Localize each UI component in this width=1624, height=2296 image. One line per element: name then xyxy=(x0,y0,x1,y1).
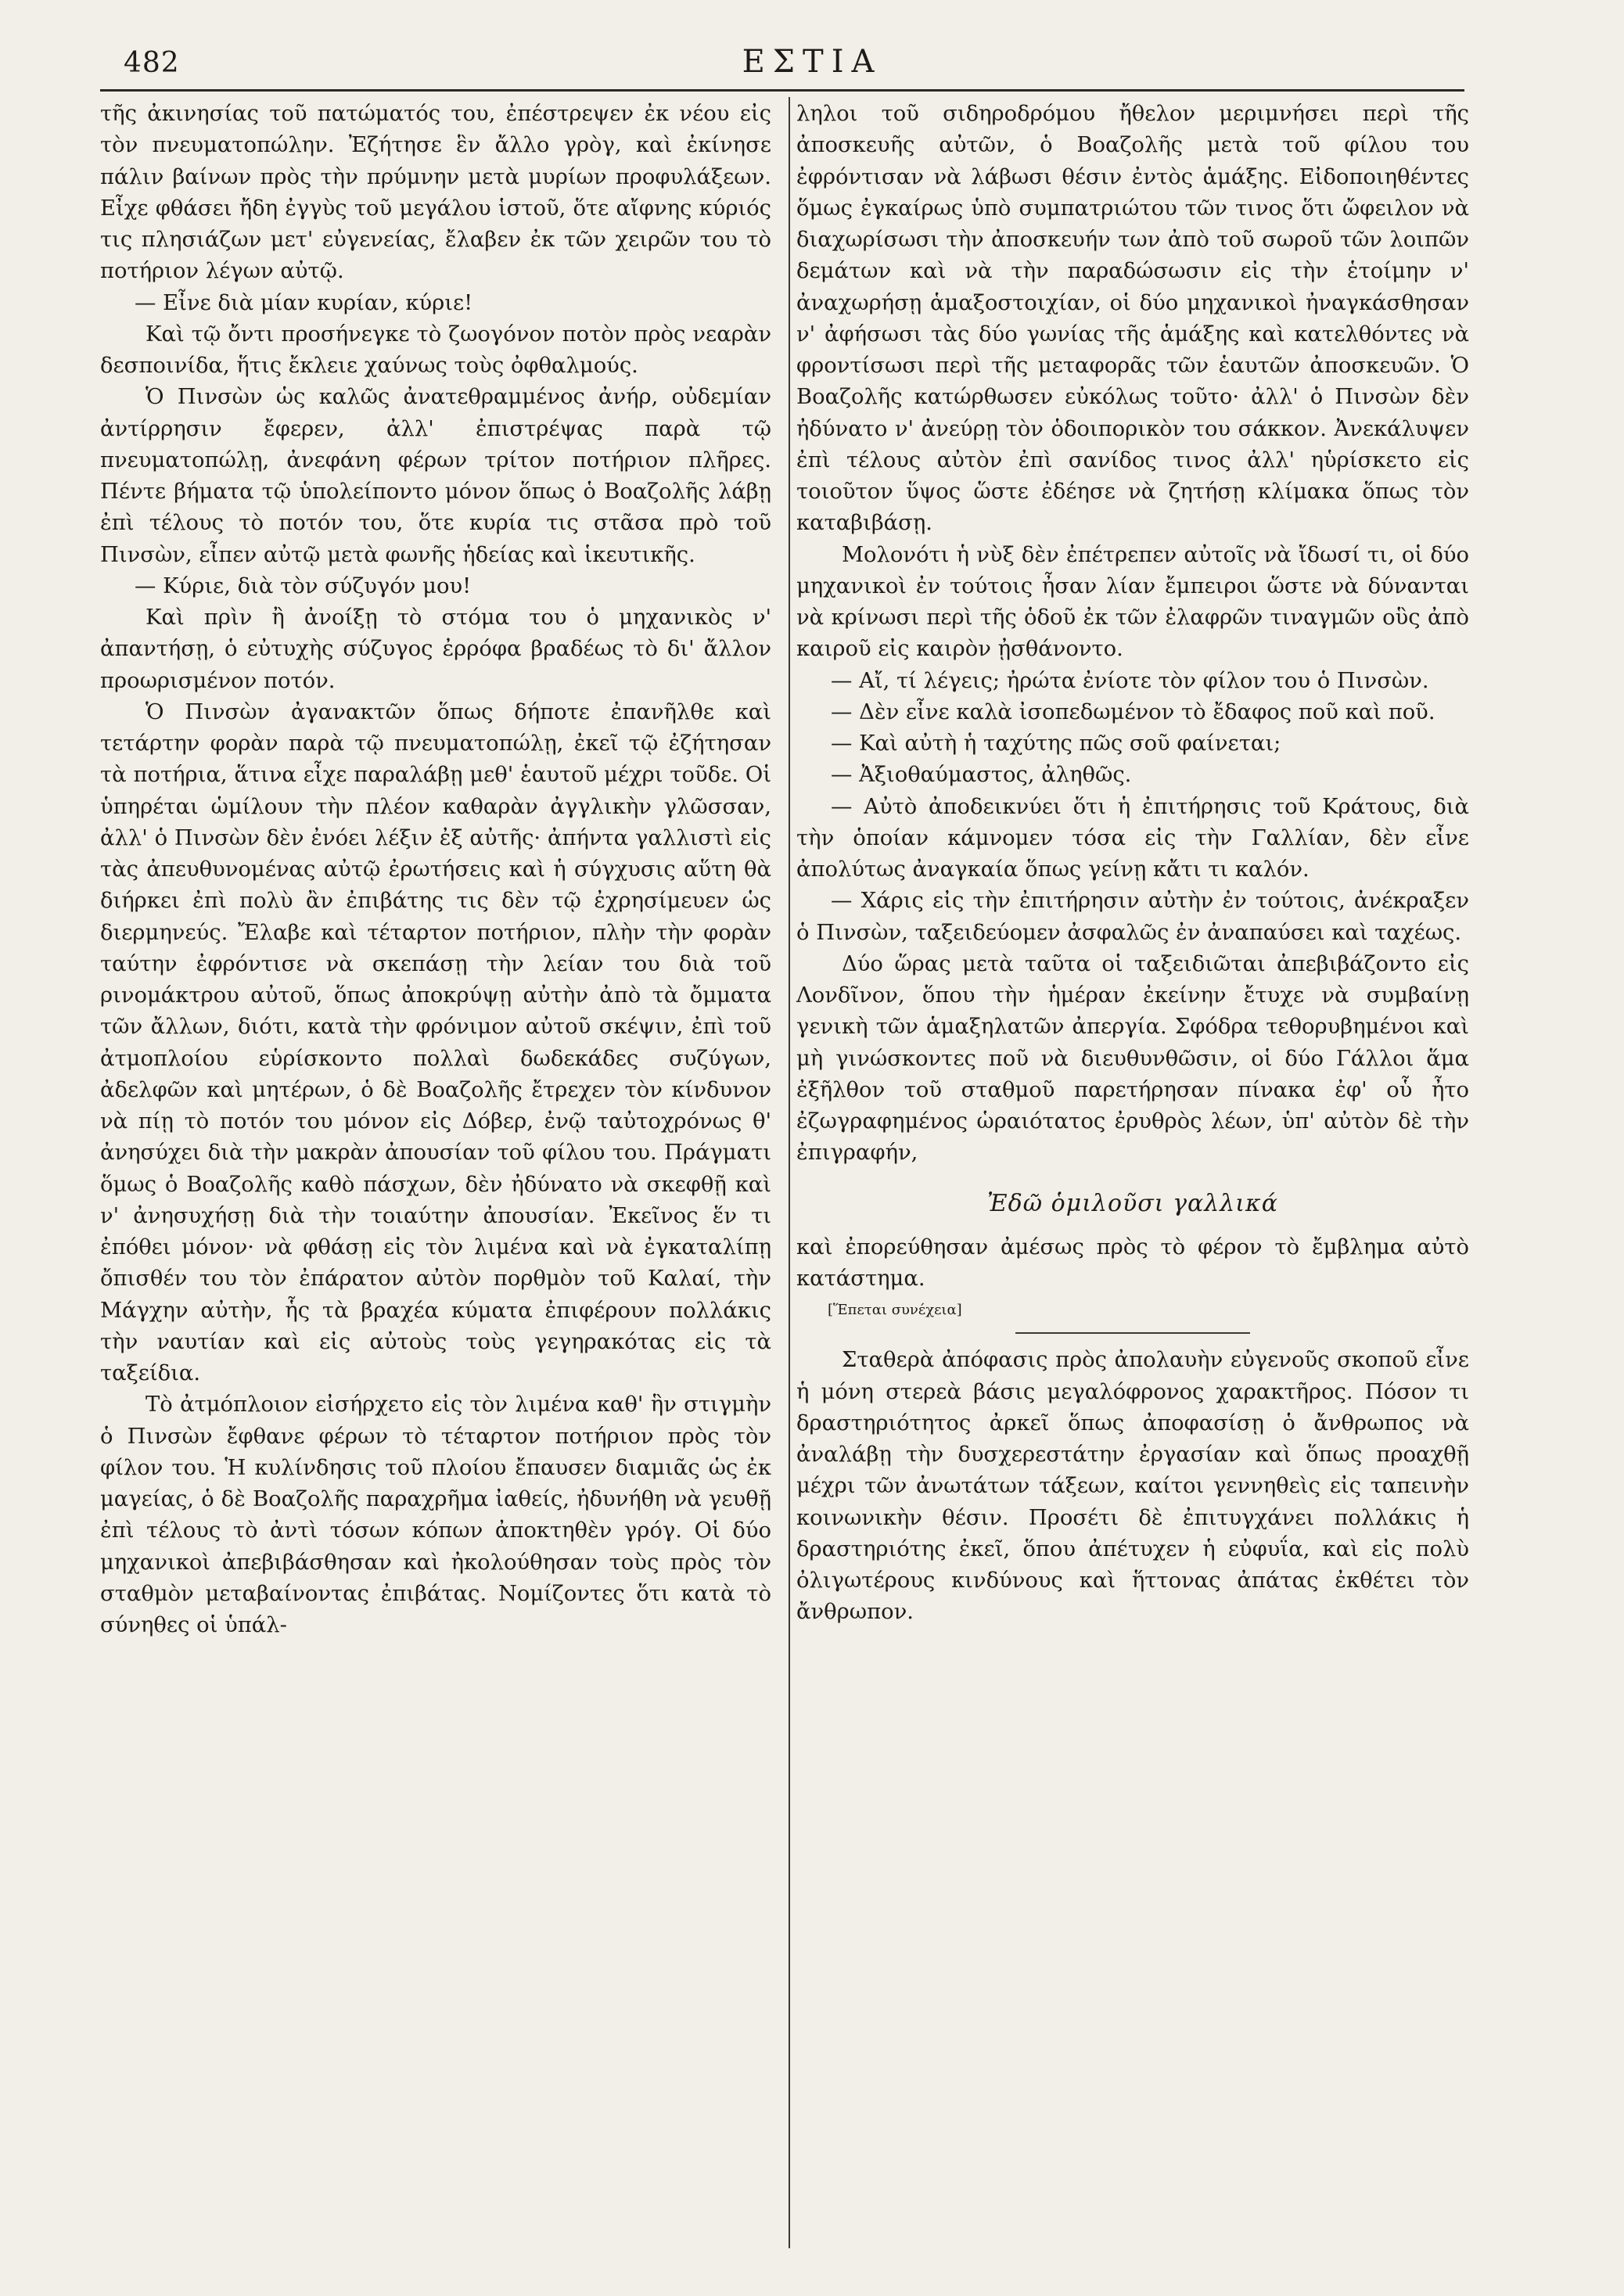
paragraph: ληλοι τοῦ σιδηροδρόμου ἤθελον μεριμνήσει περὶ τῆς ἀποσκευῆς αὐτῶν, ὁ Βοαζολῆς μετὰ τοῦ φίλου του ἐφρόντισαν νὰ λάβωσι θέσιν ἐντὸς ἁμάξης. Εἰδοποιηθέντες ὅμως ἐγκαίρως ὑπὸ συμπατριώτου τῶν τινος ὅτι ὤφειλον νὰ διαχωρίσωσι τὴν ἀποσκευήν των ἀπὸ τοῦ σωροῦ τῶν λοιπῶν δεμάτων καὶ νὰ τὴν παραδώσωσιν εἰς τὴν ἑτοίμην ν' ἀναχωρήσῃ ἁμαξοστοιχίαν, οἱ δύο μηχανικοὶ ἠναγκάσθησαν ν' ἀφήσωσι τὰς δύο γωνίας τῆς ἁμάξης καὶ κατελθόντες νὰ φροντίσωσι περὶ τῆς μεταφορᾶς τῶν ἑαυτῶν ἀποσκευῶν. Ὁ Βοαζολῆς κατώρθωσεν εὐκόλως τοῦτο· ἀλλ' ὁ Πινσὼν δὲν ἠδύνατο ν' ἀνεύρῃ τὸν ὁδοιπορικὸν του σάκκον. Ἀνεκάλυψεν ἐπὶ τέλους αὐτὸν ἐπὶ σανίδος τινος ἀλλ' ηὑρίσκετο εἰς τοιοῦτον ὕψος ὥστε ἐδέησε νὰ ζητήσῃ κλίμακα ὅπως τὸν καταβιβάσῃ. xyxy=(796,102,1469,536)
dialogue-line: — Αὐτὸ ἀποδεικνύει ὅτι ἡ ἐπιτήρησις τοῦ Κράτους, διὰ τὴν ὁποίαν κάμνομεν τόσα εἰς τὴν Γαλλίαν, δὲν εἶνε ἀπολύτως ἀναγκαία ὅπως γείνῃ κἄτι τι καλόν. xyxy=(796,794,1469,882)
continuation-note: [Ἕπεται συνέχεια] xyxy=(828,1302,962,1319)
paragraph: Ὁ Πινσὼν ἀγανακτῶν ὅπως δήποτε ἐπανῆλθε καὶ τετάρτην φορὰν παρὰ τῷ πνευματοπώλῃ, ἐκεῖ τῷ ἐζήτησαν τὰ ποτήρια, ἅτινα εἶχε παραλάβῃ μεθ' ἑαυτοῦ μέχρι τοῦδε. Οἱ ὑπηρέται ὡμίλουν τὴν πλέον καθαρὰν ἀγγλικὴν γλῶσσαν, ἀλλ' ὁ Πινσὼν δὲν ἐνόει λέξιν ἐξ αὐτῆς· ἀπήντα γαλλιστὶ εἰς τὰς ἀπευθυνομένας αὐτῷ ἐρωτήσεις καὶ ἡ σύγχυσις αὕτη θὰ διήρκει ἐπὶ πολὺ ἂν ἐπιβάτης τις δὲν τῷ ἐχρησίμευεν ὡς διερμηνεύς. Ἔλαβε καὶ τέταρτον ποτήριον, πλὴν τὴν φορὰν ταύτην ἐφρόντισε νὰ σκεπάσῃ τὴν λείαν του διὰ τοῦ ρινομάκτρου αὐτοῦ, ὅπως ἀποκρύψῃ αὐτὴν ἀπὸ τὰ ὄμματα τῶν ἄλλων, διότι, κατὰ τὴν φρόνιμον αὐτοῦ σκέψιν, ἐπὶ τοῦ ἀτμοπλοίου εὑρίσκοντο πολλαὶ δωδεκάδες συζύγων, ἀδελφῶν καὶ μητέρων, ὁ δὲ Βοαζολῆς ἔτρεχεν τὸν κίνδυνον νὰ πίῃ τὸ ποτόν του μόνον εἰς Δόβερ, ἐνῷ ταὐτοχρόνως θ' ἀνησύχει διὰ τὴν μακρὰν ἀπουσίαν τοῦ φίλου του. Πράγματι ὅμως ὁ Βοαζολῆς καθὸ πάσχων, δὲν ἠδύνατο νὰ σκεφθῇ καὶ ν' ἀνησυχήσῃ διὰ τὴν τοιαύτην ἀπουσίαν. Ἐκεῖνος ἕν τι ἐπόθει μόνον· νὰ φθάσῃ εἰς τὸν λιμένα καὶ νὰ ἐγκαταλίπῃ ὄπισθέν του τὸν ἐπάρατον αὐτὸν πορθμὸν τοῦ Καλαί, τὴν Μάγχην αὐτὴν, ἧς τὰ βραχέα κύματα ἐπιφέρουν πολλάκις τὴν ναυτίαν καὶ εἰς αὐτοὺς τοὺς γεγηρακότας εἰς τὰ ταξείδια. xyxy=(100,699,771,1385)
paragraph: Σταθερὰ ἀπόφασις πρὸς ἀπολαυὴν εὐγενοῦς σκοποῦ εἶνε ἡ μόνη στερεὰ βάσις μεγαλόφρονος χαρακτῆρος. Πόσον τι δραστηριότητος ἀρκεῖ ὅπως ἀποφασίσῃ ὁ ἄνθρωπος νὰ ἀναλάβῃ τὴν δυσχερεστάτην ἐργασίαν καὶ ὅπως προαχθῇ μέχρι τῶν ἀνωτάτων τάξεων, καίτοι γεννηθεὶς εἰς ταπεινὴν κοινωνικὴν θέσιν. Προσέτι δὲ ἐπιτυγχάνει πολλάκις ἡ δραστηριότης ἐκεῖ, ὅπου ἀπέτυχεν ἡ εὐφυΐα, καὶ εἰς πολὺ ὀλιγωτέρους κινδύνους καὶ ἥττονας ἀπάτας ἐκθέτει τὸν ἄνθρωπον. xyxy=(796,1348,1469,1625)
paragraph: Τὸ ἀτμόπλοιον εἰσήρχετο εἰς τὸν λιμένα καθ' ἣν στιγμὴν ὁ Πινσὼν ἔφθανε φέρων τὸ τέταρτον ποτήριον πρὸς τὸν φίλον του. Ἡ κυλίνδησις τοῦ πλοίου ἔπαυσεν διαμιᾶς ὡς ἐκ μαγείας, ὁ δὲ Βοαζολῆς παραχρῆμα ἰαθείς, ἠδυνήθη νὰ γευθῇ ἐπὶ τέλους τὸ ἀντὶ τόσων κόπων ἀποκτηθὲν γρόγ. Οἱ δύο μηχανικοὶ ἀπεβιβάσθησαν καὶ ἠκολούθησαν τοὺς πρὸς τὸν σταθμὸν μεταβαίνοντας ἐπιβάτας. Νομίζοντες ὅτι κατὰ τὸ σύνηθες οἱ ὑπάλ- xyxy=(100,1392,771,1637)
section-separator xyxy=(1015,1332,1250,1334)
paragraph: Δύο ὥρας μετὰ ταῦτα οἱ ταξειδιῶται ἀπεβιβάζοντο εἰς Λονδῖνον, ὅπου τὴν ἡμέραν ἐκείνην ἔτυχε νὰ συμβαίνῃ γενικὴ τῶν ἁμαξηλατῶν ἀπεργία. Σφόδρα τεθορυβημένοι καὶ μὴ γινώσκοντες ποῦ νὰ διευθυνθῶσιν, οἱ δύο Γάλλοι ἅμα ἐξῆλθον τοῦ σταθμοῦ παρετήρησαν πίνακα ἐφ' οὗ ἦτο ἐζωγραφημένος ὡραιότατος ἐρυθρὸς λέων, ὑπ' αὐτὸν δὲ τὴν ἐπιγραφήν, xyxy=(796,951,1469,1166)
running-head-title: ΕΣΤΙΑ xyxy=(742,44,882,80)
dialogue-line: — Κύριε, διὰ τὸν σύζυγόν μου! xyxy=(135,573,472,598)
paragraph: Ὁ Πινσὼν ὡς καλῶς ἀνατεθραμμένος ἀνήρ, οὐδεμίαν ἀντίρρησιν ἔφερεν, ἀλλ' ἐπιστρέψας παρὰ τῷ πνευματοπώλῃ, ἀνεφάνη φέρων τρίτον ποτήριον πλῆρες. Πέντε βήματα τῷ ὑπολείποντο μόνον ὅπως ὁ Βοαζολῆς λάβῃ ἐπὶ τέλους τὸ ποτόν του, ὅτε κυρία τις στᾶσα πρὸ τοῦ Πινσὼν, εἶπεν αὐτῷ μετὰ φωνῆς ἡδείας καὶ ἱκευτικῆς. xyxy=(100,385,771,567)
column-divider xyxy=(789,97,790,2248)
dialogue-line: — Δὲν εἶνε καλὰ ἰσοπεδωμένον τὸ ἔδαφος ποῦ καὶ ποῦ. xyxy=(831,699,1435,724)
paragraph: Καὶ τῷ ὄντι προσήνεγκε τὸ ζωογόνον ποτὸν πρὸς νεαρὰν δεσποινίδα, ἥτις ἔκλειε χαύνως τοὺς ὀφθαλμούς. xyxy=(100,322,771,378)
dialogue-line: — Καὶ αὐτὴ ἡ ταχύτης πῶς σοῦ φαίνεται; xyxy=(831,731,1281,756)
sign-inscription: Ἐδῶ ὁμιλοῦσι γαλλικά xyxy=(987,1189,1278,1217)
left-column xyxy=(100,99,771,1641)
dialogue-line: — Εἶνε διὰ μίαν κυρίαν, κύριε! xyxy=(135,290,473,315)
header-rule xyxy=(100,89,1464,92)
paragraph: Μολονότι ἡ νὺξ δὲν ἐπέτρεπεν αὐτοῖς νὰ ἴδωσί τι, οἱ δύο μηχανικοὶ ἐν τούτοις ἦσαν λίαν ἔμπειροι ὥστε νὰ δύνανται νὰ κρίνωσι περὶ τῆς ὁδοῦ ἐκ τῶν ἐλαφρῶν τιναγμῶν οὓς ἀπὸ καιροῦ εἰς καιρὸν ᾐσθάνοντο. xyxy=(796,542,1469,662)
paragraph: καὶ ἐπορεύθησαν ἀμέσως πρὸς τὸ φέρον τὸ ἔμβλημα αὐτὸ κατάστημα. xyxy=(796,1234,1469,1291)
page-number: 482 xyxy=(124,47,180,79)
dialogue-line: — Χάρις εἰς τὴν ἐπιτήρησιν αὐτὴν ἐν τούτοις, ἀνέκραξεν ὁ Πινσὼν, ταξειδεύομεν ἀσφαλῶς ἐν ἀναπαύσει καὶ ταχέως. xyxy=(796,889,1469,945)
dialogue-line: — Αἴ, τί λέγεις; ἠρώτα ἐνίοτε τὸν φίλον του ὁ Πινσὼν. xyxy=(831,668,1429,693)
paragraph: Καὶ πρὶν ἢ ἀνοίξῃ τὸ στόμα του ὁ μηχανικὸς ν' ἀπαντήσῃ, ὁ εὐτυχὴς σύζυγος ἐρρόφα βραδέως τὸ δι' ἄλλον προωρισμένον ποτόν. xyxy=(100,605,771,693)
paragraph: τῆς ἀκινησίας τοῦ πατώματός του, ἐπέστρεψεν ἐκ νέου εἰς τὸν πνευματοπώλην. Ἐζήτησε ἓν ἄλλο γρὸγ, καὶ ἐκίνησε πάλιν βαίνων πρὸς τὴν πρύμνην μετὰ μυρίων προφυλάξεων. Εἶχε φθάσει ἤδη ἐγγὺς τοῦ μεγάλου ἱστοῦ, ὅτε αἴφνης κύριός τις πλησιάζων μετ' εὐγενείας, ἔλαβεν ἐκ τῶν χειρῶν του τὸ ποτήριον λέγων αὐτῷ. xyxy=(100,102,771,284)
dialogue-line: — Ἀξιοθαύμαστος, ἀληθῶς. xyxy=(831,763,1132,788)
right-column xyxy=(796,99,1469,1629)
